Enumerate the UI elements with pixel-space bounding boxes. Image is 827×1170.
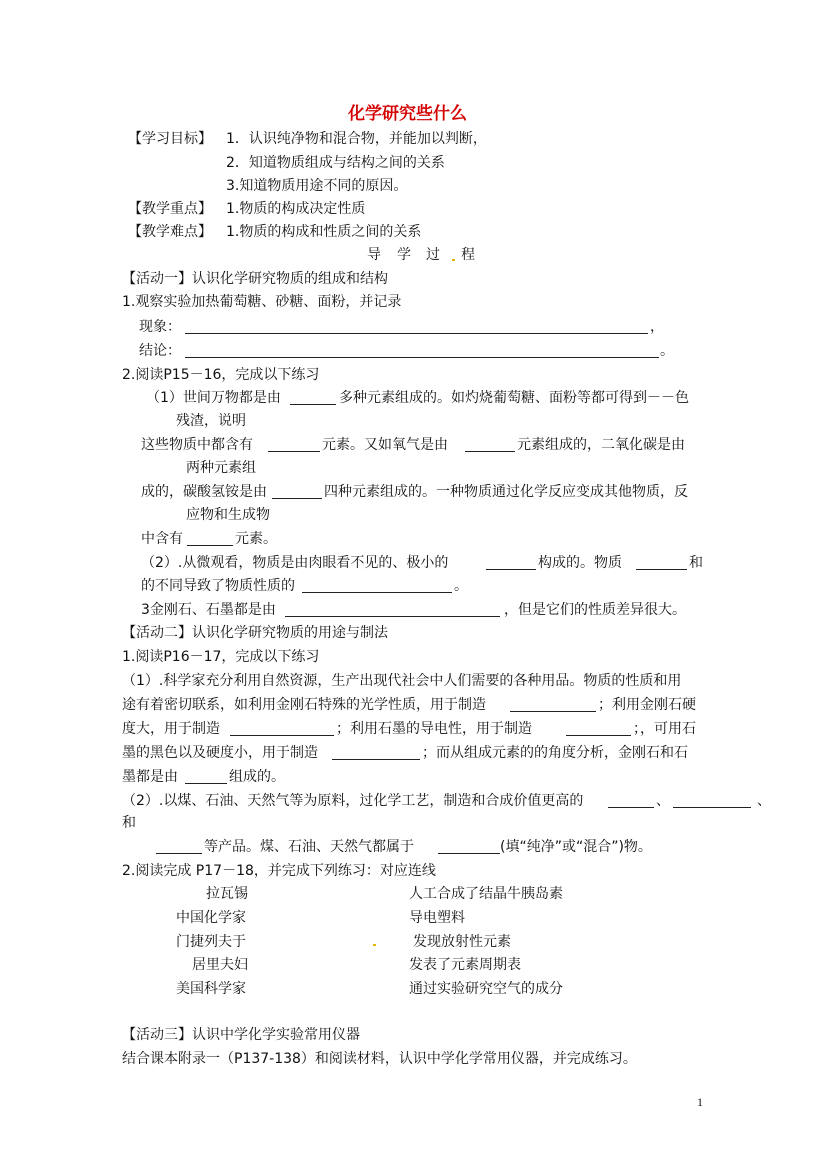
- p1-line-d: 两种元素组: [186, 460, 256, 476]
- activity2-line-3c: ；，可用石: [633, 721, 696, 737]
- objective-item-1: 1．认识纯净物和混合物，并能加以判断，: [226, 131, 487, 147]
- p1-line-c-1: 这些物质中都含有: [141, 437, 253, 453]
- blank-oxygen-element[interactable]: [465, 451, 515, 452]
- activity2-line-3b: ；利用石墨的导电性，用于制造: [336, 721, 532, 737]
- process-heading-char-2: 学: [397, 247, 411, 263]
- p2-line-a-1: （2）.从微观看，物质是由肉眼看不见的、极小的: [141, 555, 449, 571]
- p3-line-2: ，但是它们的性质差异很大。: [504, 602, 686, 618]
- activity2-line-5b: 组成的。: [229, 769, 285, 785]
- match-right-1[interactable]: 人工合成了结晶牛胰岛素: [409, 886, 563, 902]
- activity2-heading: 【活动二】认识化学研究物质的用途与制法: [122, 625, 388, 641]
- blank-particles[interactable]: [486, 569, 536, 570]
- activity2-line-4b: ；而从组成元素的的角度分析，金刚石和石: [422, 745, 688, 761]
- p1-line-e-1: 成的，碳酸氢铵是由: [141, 484, 267, 500]
- activity2-line-6c: 、: [757, 793, 771, 809]
- decorative-dot: [373, 944, 376, 946]
- blank-black-soft-use[interactable]: [332, 759, 420, 760]
- match-right-2[interactable]: 导电塑料: [409, 910, 465, 926]
- p1-line-g-1: 中含有: [141, 531, 183, 547]
- activity3-text: 结合课本附录一（P137-138）和阅读材料，认识中学化学常用仪器，并完成练习。: [122, 1051, 637, 1067]
- key-point-text: 1.物质的构成决定性质: [226, 201, 366, 217]
- blank-same-element[interactable]: [187, 545, 233, 546]
- match-left-5[interactable]: 美国科学家: [176, 981, 246, 997]
- activity1-q2: 2.阅读P15－16，完成以下练习: [122, 367, 320, 383]
- conclusion-label: 结论：: [139, 343, 181, 359]
- p2-line-a-2: 构成的。物质: [538, 555, 622, 571]
- activity2-line-8b: (填“纯净”或“混合”)物。: [500, 839, 652, 855]
- match-left-4[interactable]: 居里夫妇: [192, 957, 248, 973]
- p2-line-b-1: 的不同导致了物质性质的: [141, 578, 295, 594]
- p1-line-g-2: 元素。: [235, 531, 277, 547]
- p1-line-a-2: 多种元素组成的。如灼烧葡萄糖、面粉等都可得到－－色: [339, 390, 689, 406]
- blank-hardness-use[interactable]: [230, 735, 334, 736]
- p2-line-a-3: 和: [689, 555, 703, 571]
- activity3-heading: 【活动三】认识中学化学实验常用仪器: [122, 1027, 360, 1043]
- blank-same-element-carbon[interactable]: [185, 783, 227, 784]
- blank-conductivity-use[interactable]: [566, 735, 631, 736]
- activity2-line-3a: 度大，用于制造: [122, 721, 220, 737]
- blank-element-count[interactable]: [290, 404, 336, 405]
- blank-optical-use[interactable]: [510, 711, 596, 712]
- p1-line-e-2: 四种元素组成的。一种物质通过化学反应变成其他物质，反: [324, 484, 688, 500]
- objective-item-2: 2．知道物质组成与结构之间的关系: [226, 155, 445, 171]
- blank-ammonium-elements[interactable]: [272, 498, 322, 499]
- activity2-q1: 1.阅读P16－17，完成以下练习: [122, 649, 320, 665]
- p3-line-1: 3金刚石、石墨都是由: [141, 602, 276, 618]
- p1-line-c-2: 元素。又如氧气是由: [322, 437, 448, 453]
- p1-line-f: 应物和生成物: [186, 507, 270, 523]
- activity2-line-4a: 墨的黑色以及硬度小，用于制造: [122, 745, 318, 761]
- page-number: 1: [697, 1095, 703, 1109]
- phenomenon-label: 现象：: [139, 319, 181, 335]
- process-heading-char-3: 过: [426, 247, 440, 263]
- process-heading-char-1: 导: [367, 247, 381, 263]
- activity2-line-7: 和: [122, 815, 136, 831]
- p1-line-c-3: 元素组成的，二氧化碳是由: [517, 437, 685, 453]
- conclusion-period: 。: [660, 343, 674, 359]
- activity1-heading: 【活动一】认识化学研究物质的组成和结构: [122, 271, 388, 287]
- phenomenon-comma: ，: [650, 319, 664, 335]
- difficulty-text: 1.物质的构成和性质之间的关系: [226, 224, 422, 240]
- activity2-line-2b: ；利用金刚石硬: [598, 697, 696, 713]
- process-heading-char-4: 程: [461, 247, 475, 263]
- activity2-line-6b: 、: [656, 793, 670, 809]
- match-right-5[interactable]: 通过实验研究空气的成分: [409, 981, 563, 997]
- decorative-dot: [452, 259, 455, 261]
- blank-common-element[interactable]: [268, 451, 320, 452]
- p1-line-b: 残渣，说明: [176, 413, 246, 429]
- activity2-line-1: （1）.科学家充分利用自然资源，生产出现代社会中人们需要的各种用品。物质的性质和用: [122, 673, 682, 689]
- page-title: 化学研究些什么: [348, 104, 467, 124]
- activity2-line-6a: （2）.以煤、石油、天然气等为原料，过化学工艺，制造和合成价值更高的: [122, 793, 584, 809]
- blank-product-3[interactable]: [156, 853, 202, 854]
- activity2-q2: 2.阅读完成 P17－18，并完成下列练习：对应连线: [122, 863, 436, 879]
- phenomenon-blank[interactable]: [185, 333, 648, 334]
- blank-pure-or-mixture[interactable]: [438, 853, 500, 854]
- blank-diamond-graphite[interactable]: [285, 616, 500, 617]
- blank-product-1[interactable]: [608, 807, 654, 808]
- activity1-q1: 1.观察实验加热葡萄糖、砂糖、面粉，并记录: [122, 294, 402, 310]
- match-right-3[interactable]: 发现放射性元素: [413, 934, 511, 950]
- p1-line-a-1: （1）世间万物都是由: [146, 390, 281, 406]
- blank-composition[interactable]: [636, 569, 687, 570]
- activity2-line-5a: 墨都是由: [122, 769, 178, 785]
- objectives-label: 【学习目标】: [128, 131, 212, 147]
- blank-property-difference[interactable]: [302, 592, 452, 593]
- p2-line-b-2: 。: [454, 578, 468, 594]
- activity2-line-2: 途有着密切联系，如利用金刚石特殊的光学性质，用于制造: [122, 697, 486, 713]
- activity2-line-8a: 等产品。煤、石油、天然气都属于: [204, 839, 414, 855]
- match-right-4[interactable]: 发表了元素周期表: [409, 957, 521, 973]
- conclusion-blank[interactable]: [185, 357, 659, 358]
- match-left-2[interactable]: 中国化学家: [176, 910, 246, 926]
- blank-product-2[interactable]: [673, 807, 751, 808]
- objective-item-3: 3.知道物质用途不同的原因。: [226, 178, 408, 194]
- match-left-1[interactable]: 拉瓦锡: [206, 886, 248, 902]
- key-point-label: 【教学重点】: [128, 201, 212, 217]
- difficulty-label: 【教学难点】: [128, 224, 212, 240]
- match-left-3[interactable]: 门捷列夫于: [176, 934, 246, 950]
